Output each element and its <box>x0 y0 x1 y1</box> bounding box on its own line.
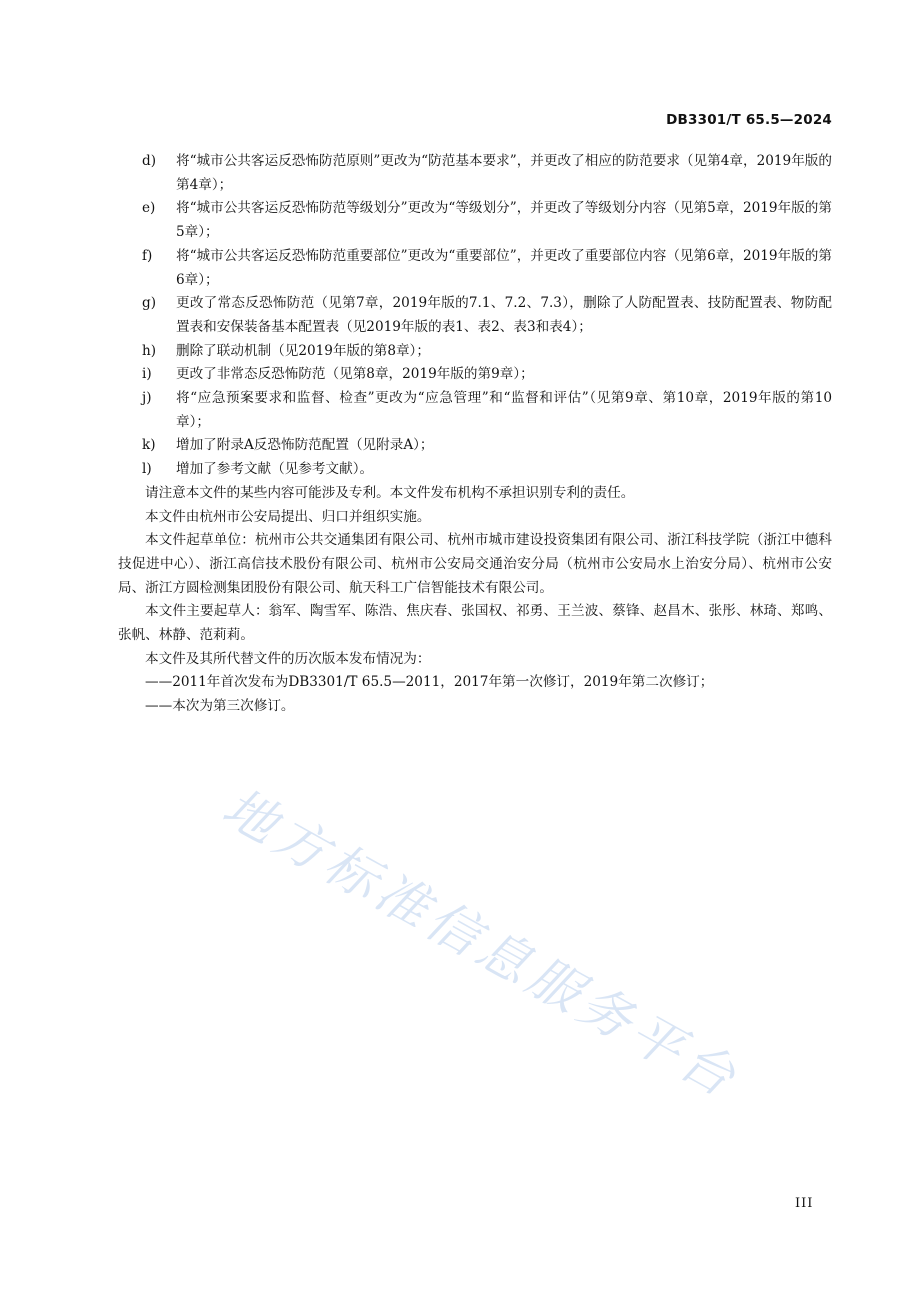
list-item-text: 增加了参考文献（见参考文献）。 <box>176 461 374 478</box>
list-item <box>118 387 832 434</box>
list-item-label: l) <box>142 461 152 478</box>
list-item <box>118 458 832 482</box>
list-item-text: 更改了常态反恐怖防范（见第7章，2019年版的7.1、7.2、7.3），删除了人防配置表、技防配置表、物防配置表和安保装备基本配置表（见2019年版的表1、表2、表3和表4）； <box>176 295 832 335</box>
list-item-label: i) <box>142 366 152 383</box>
page-number: III <box>795 1196 814 1211</box>
list-item <box>118 340 832 364</box>
document-code: DB3301/T 65.5—2024 <box>666 112 832 128</box>
list-item <box>118 434 832 458</box>
list-item-label: e) <box>142 200 156 217</box>
list-item-label: f) <box>142 247 153 264</box>
proposer-statement: 本文件由杭州市公安局提出、归口并组织实施。 <box>145 508 431 525</box>
list-item-label: h) <box>142 342 157 359</box>
list-item-label: d) <box>142 153 157 169</box>
patent-notice: 请注意本文件的某些内容可能涉及专利。本文件发布机构不承担识别专利的责任。 <box>145 484 635 501</box>
history-intro: 本文件及其所代替文件的历次版本发布情况为： <box>145 650 431 667</box>
list-item-text: 增加了附录A反恐怖防范配置（见附录A）； <box>176 437 434 454</box>
list-item-text: 更改了非常态反恐怖防范（见第8章，2019年版的第9章）； <box>176 366 534 383</box>
list-item-label: g) <box>142 295 157 312</box>
drafting-units: 本文件起草单位：杭州市公共交通集团有限公司、杭州市城市建设投资集团有限公司、浙江科技学院（浙江中德科技促进中心）、浙江高信技术股份有限公司、杭州市公安局交通治安分局（杭州市公安局水上治安分局）、杭州市公安局、浙江方圆检测集团股份有限公司、航天科工广信智能技术有限公司。 <box>118 532 832 596</box>
document-body <box>118 150 832 719</box>
amendment-list <box>118 150 832 482</box>
list-item-label: j) <box>142 390 152 407</box>
history-line-2: ——本次为第三次修订。 <box>145 698 295 715</box>
list-item <box>118 245 832 292</box>
history-line-1: ——2011年首次发布为DB3301/T 65.5—2011，2017年第一次修订，2019年第二次修订； <box>145 674 714 691</box>
list-item-text: 将“城市公共客运反恐怖防范重要部位”更改为“重要部位”，并更改了重要部位内容（见第6章，2019年版的第6章）； <box>176 247 832 288</box>
list-item <box>118 197 832 244</box>
list-item <box>118 363 832 387</box>
drafters: 本文件主要起草人：翁军、陶雪军、陈浩、焦庆春、张国权、祁勇、王兰波、蔡锋、赵昌木、张彤、林琦、郑鸣、张帆、林静、范莉莉。 <box>118 603 832 644</box>
list-item <box>118 292 832 339</box>
list-item-text: 将“城市公共客运反恐怖防范原则”更改为“防范基本要求”，并更改了相应的防范要求（见第4章，2019年版的第4章）； <box>176 153 832 193</box>
watermark: 地方标准信息服务平台 <box>212 777 749 1112</box>
list-item-text: 将“城市公共客运反恐怖防范等级划分”更改为“等级划分”，并更改了等级划分内容（见第5章，2019年版的第5章）； <box>176 200 832 241</box>
list-item-text: 删除了联动机制（见2019年版的第8章）； <box>176 342 430 359</box>
list-item-label: k) <box>142 437 156 454</box>
list-item-text: 将“应急预案要求和监督、检查”更改为“应急管理”和“监督和评估”（见第9章、第10章，2019年版的第10章）； <box>176 390 832 430</box>
list-item <box>118 150 832 197</box>
